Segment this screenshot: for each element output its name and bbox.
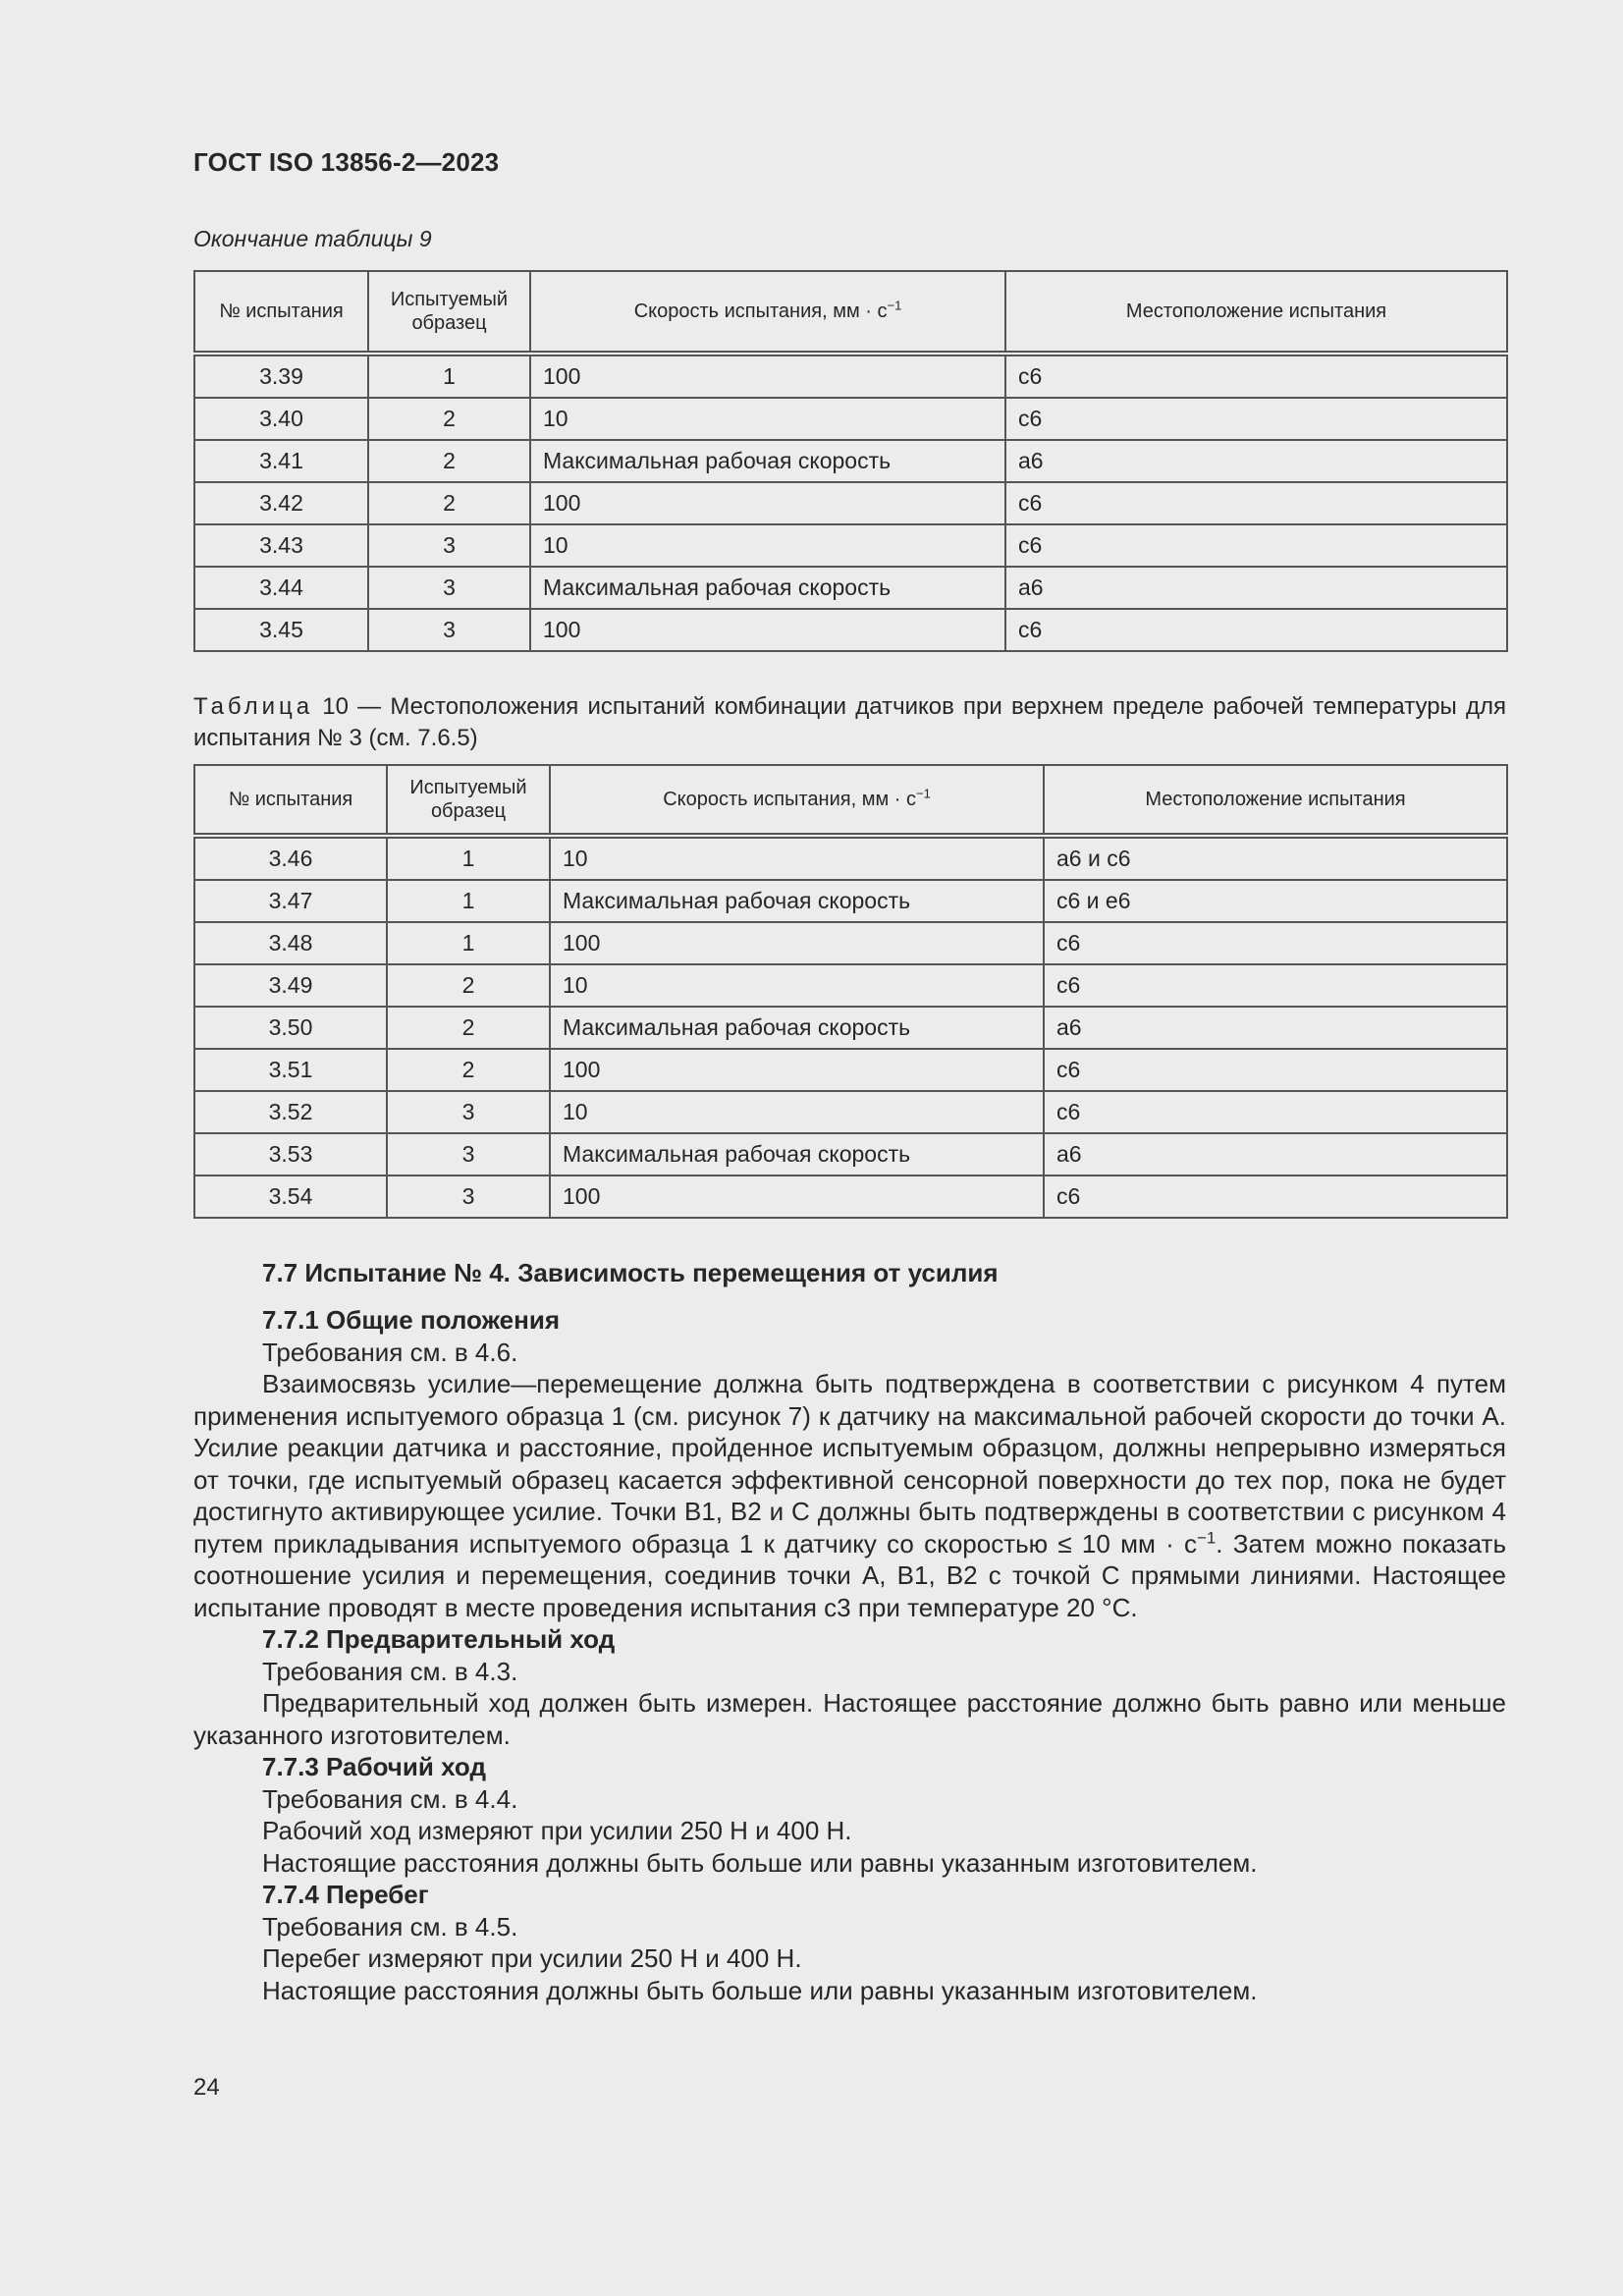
cell-location: a6 — [1005, 567, 1507, 609]
paragraph: Перебег измеряют при усилии 250 Н и 400 Н. — [262, 1943, 802, 1973]
cell-sample: 2 — [368, 440, 530, 482]
table-row — [194, 440, 1507, 482]
col-header-speed — [530, 271, 1005, 354]
cell-sample: 2 — [368, 482, 530, 524]
cell-location: c6 — [1044, 922, 1507, 964]
paragraph: Настоящие расстояния должны быть больше или равны указанным изготовителем. — [262, 1847, 1258, 1878]
subsection-title-7-7-1: 7.7.1 Общие положения — [262, 1305, 560, 1335]
page-number: 24 — [193, 2074, 220, 2101]
table-row — [194, 1175, 1507, 1218]
table9-continuation-label: Окончание таблицы 9 — [193, 226, 432, 251]
document-id: ГОСТ ISO 13856-2—2023 — [193, 147, 500, 177]
cell-sample: 1 — [387, 922, 550, 964]
cell-location: c6 — [1005, 524, 1507, 567]
cell-test-no: 3.44 — [194, 567, 368, 609]
cell-speed: Максимальная рабочая скорость — [530, 567, 1005, 609]
col-header-sample: Испытуемый образец — [368, 271, 530, 354]
cell-location: c6 — [1044, 1175, 1507, 1218]
cell-test-no: 3.53 — [194, 1133, 387, 1175]
table-row — [194, 836, 1507, 880]
table-row — [194, 609, 1507, 651]
cell-location: c6 — [1044, 964, 1507, 1007]
table9-body — [194, 354, 1507, 651]
section-heading: 7.7 Испытание № 4. Зависимость перемещения от усилия — [262, 1258, 999, 1287]
table-row — [194, 482, 1507, 524]
cell-test-no: 3.42 — [194, 482, 368, 524]
paragraph: Настоящие расстояния должны быть больше или равны указанным изготовителем. — [262, 1975, 1258, 2005]
col-header-location: Местоположение испытания — [1005, 271, 1507, 354]
table-row — [194, 1007, 1507, 1049]
col-header-location: Местоположение испытания — [1044, 765, 1507, 836]
table-header-row — [194, 271, 1507, 354]
cell-speed: Максимальная рабочая скорость — [530, 440, 1005, 482]
cell-speed: 100 — [550, 1049, 1044, 1091]
col-header-sample: Испытуемый образец — [387, 765, 550, 836]
table-row — [194, 1133, 1507, 1175]
cell-test-no: 3.52 — [194, 1091, 387, 1133]
cell-sample: 1 — [368, 354, 530, 398]
cell-sample: 3 — [387, 1175, 550, 1218]
cell-location: a6 — [1005, 440, 1507, 482]
cell-test-no: 3.45 — [194, 609, 368, 651]
cell-sample: 3 — [368, 567, 530, 609]
cell-speed: Максимальная рабочая скорость — [550, 880, 1044, 922]
speed-unit-exponent: −1 — [887, 298, 902, 313]
cell-location: c6 — [1005, 609, 1507, 651]
section-7-7 — [193, 1257, 1506, 2006]
cell-test-no: 3.51 — [194, 1049, 387, 1091]
cell-location: c6 — [1005, 354, 1507, 398]
cell-test-no: 3.49 — [194, 964, 387, 1007]
paragraph — [193, 1368, 1506, 1623]
table-row — [194, 1091, 1507, 1133]
cell-test-no: 3.43 — [194, 524, 368, 567]
cell-test-no: 3.41 — [194, 440, 368, 482]
table10-caption-label: Таблица — [193, 693, 314, 720]
table-row — [194, 524, 1507, 567]
requirements-ref: Требования см. в 4.3. — [262, 1656, 518, 1686]
table10-body — [194, 836, 1507, 1218]
cell-test-no: 3.46 — [194, 836, 387, 880]
cell-sample: 1 — [387, 880, 550, 922]
cell-location: c6 — [1044, 1049, 1507, 1091]
table-row — [194, 398, 1507, 440]
cell-test-no: 3.50 — [194, 1007, 387, 1049]
table10-caption — [193, 691, 1506, 754]
cell-speed: 100 — [530, 482, 1005, 524]
cell-test-no: 3.48 — [194, 922, 387, 964]
table-row — [194, 880, 1507, 922]
cell-test-no: 3.47 — [194, 880, 387, 922]
cell-sample: 3 — [368, 609, 530, 651]
cell-location: a6 — [1044, 1007, 1507, 1049]
cell-sample: 2 — [387, 964, 550, 1007]
table-header-row — [194, 765, 1507, 836]
cell-speed: 10 — [530, 398, 1005, 440]
table-row — [194, 567, 1507, 609]
cell-test-no: 3.40 — [194, 398, 368, 440]
cell-speed: Максимальная рабочая скорость — [550, 1133, 1044, 1175]
cell-sample: 3 — [387, 1091, 550, 1133]
cell-speed: 10 — [530, 524, 1005, 567]
col-header-test-no: № испытания — [194, 765, 387, 836]
cell-speed: Максимальная рабочая скорость — [550, 1007, 1044, 1049]
cell-sample: 2 — [387, 1049, 550, 1091]
subsection-title-7-7-3: 7.7.3 Рабочий ход — [262, 1752, 486, 1781]
table10-caption-text: 10 — Местоположения испытаний комбинации датчиков при верхнем пределе рабочей температуры для испытания № 3 (см. 7.6.5) — [193, 693, 1506, 751]
cell-speed: 10 — [550, 1091, 1044, 1133]
cell-sample: 3 — [368, 524, 530, 567]
requirements-ref: Требования см. в 4.5. — [262, 1911, 518, 1941]
cell-location: c6 — [1044, 1091, 1507, 1133]
unit-exponent: −1 — [1197, 1527, 1217, 1547]
col-header-speed — [550, 765, 1044, 836]
cell-test-no: 3.39 — [194, 354, 368, 398]
cell-location: c6 — [1005, 482, 1507, 524]
cell-location: c6 — [1005, 398, 1507, 440]
speed-header-text: Скорость испытания, мм · с — [663, 789, 916, 810]
cell-speed: 100 — [550, 1175, 1044, 1218]
speed-unit-exponent: −1 — [915, 786, 931, 801]
paragraph: Рабочий ход измеряют при усилии 250 Н и 400 Н. — [262, 1816, 852, 1845]
cell-sample: 2 — [387, 1007, 550, 1049]
table-row — [194, 1049, 1507, 1091]
col-header-test-no: № испытания — [194, 271, 368, 354]
table-9 — [193, 270, 1508, 652]
cell-sample: 3 — [387, 1133, 550, 1175]
cell-test-no: 3.54 — [194, 1175, 387, 1218]
requirements-ref: Требования см. в 4.6. — [262, 1337, 518, 1367]
cell-sample: 1 — [387, 836, 550, 880]
cell-speed: 10 — [550, 964, 1044, 1007]
subsection-title-7-7-4: 7.7.4 Перебег — [262, 1880, 429, 1909]
cell-sample: 2 — [368, 398, 530, 440]
table-row — [194, 922, 1507, 964]
cell-speed: 100 — [530, 609, 1005, 651]
cell-speed: 10 — [550, 836, 1044, 880]
speed-header-text: Скорость испытания, мм · с — [633, 301, 888, 322]
paragraph-part: Взаимосвязь усилие—перемещение должна быть подтверждена в соответствии с рисунком 4 путем применения испытуемого образца 1 (см. рисунок 7) к датчику на максимальной рабочей скорости до точки А. Усилие реакции датчика и расстояние, пройденное испытуемым образцом, должны непрерывно измеряться от точки, где испытуемый образец касается эффективной сенсорной поверхности до тех пор, пока не будет достигнуто активирующее усилие. Точки B1, B2 и C должны быть подтверждены в соответствии с рисунком 4 путем прикладывания испытуемого образца 1 к датчику со скоростью ≤ 10 мм · с — [193, 1369, 1506, 1558]
cell-speed: 100 — [530, 354, 1005, 398]
subsection-title-7-7-2: 7.7.2 Предварительный ход — [262, 1624, 616, 1654]
cell-location: c6 и e6 — [1044, 880, 1507, 922]
paragraph-part: . Затем можно показать соотношение усилия и перемещения, соединив точки A, B1, B2 с точкой C прямыми линиями. Настоящее испытание проводят в месте проведения испытания c3 при температуре 20 °С. — [193, 1528, 1507, 1622]
requirements-ref: Требования см. в 4.4. — [262, 1783, 518, 1814]
cell-location: a6 и c6 — [1044, 836, 1507, 880]
table-row — [194, 354, 1507, 398]
table-10 — [193, 764, 1508, 1219]
paragraph: Предварительный ход должен быть измерен. Настоящее расстояние должно быть равно или меньше указанного изготовителем. — [193, 1688, 1506, 1750]
cell-location: a6 — [1044, 1133, 1507, 1175]
table-row — [194, 964, 1507, 1007]
cell-speed: 100 — [550, 922, 1044, 964]
